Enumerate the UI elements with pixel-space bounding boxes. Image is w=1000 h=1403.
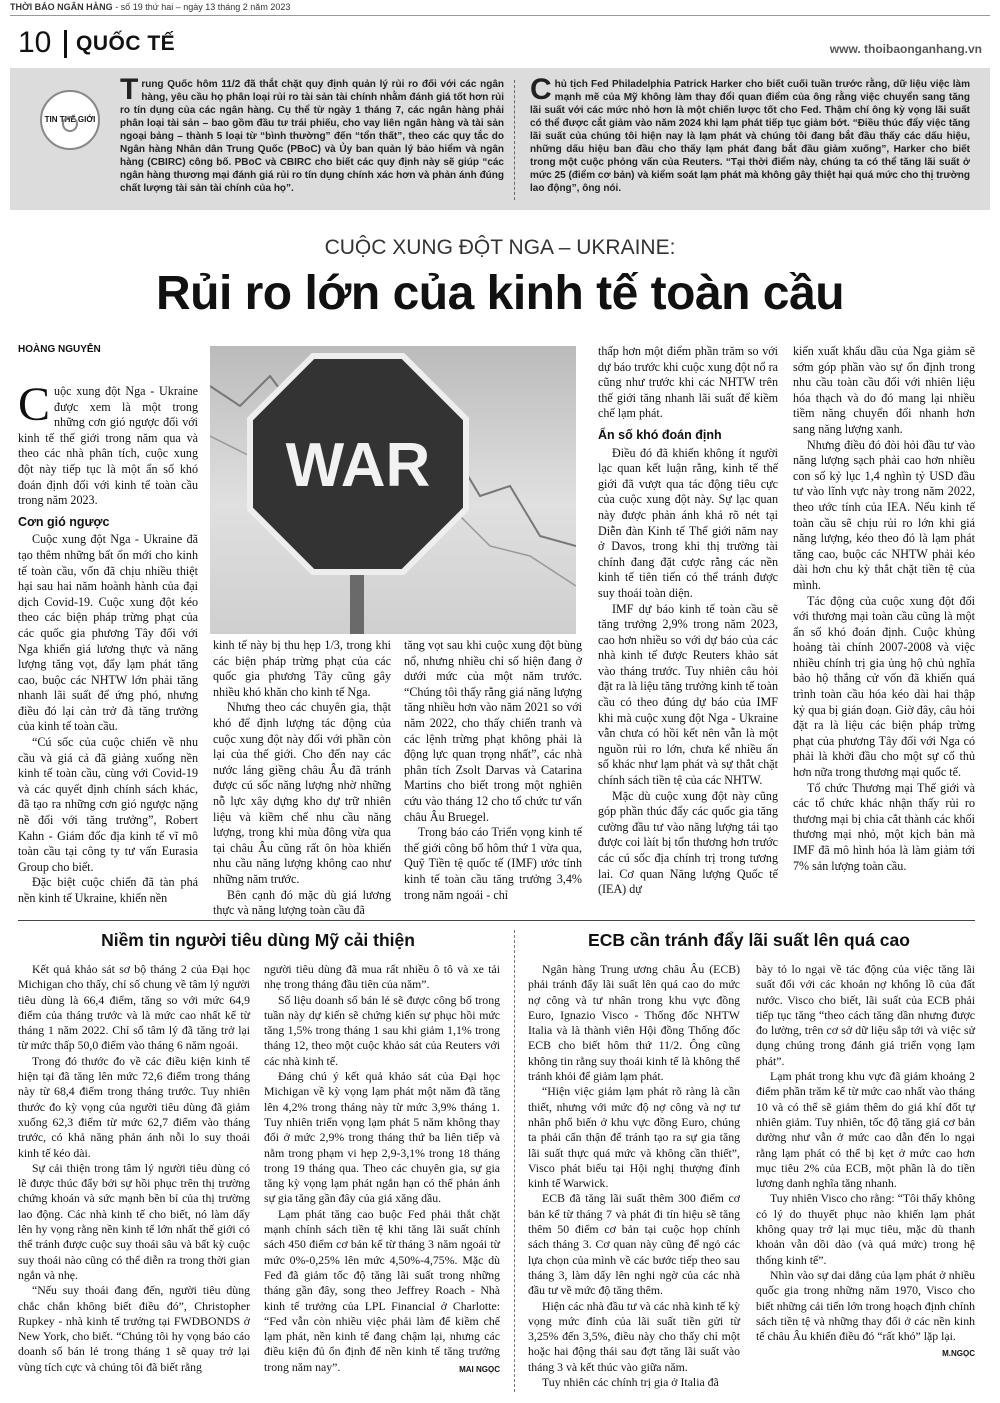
paragraph: Nhưng theo các chuyên gia, thật khó để định lượng tác động của cuộc xung đột này đối với phần còn lại của thế giới. Cho đến nay các nước láng giềng châu Âu đã tránh được cú sốc năng lượng nhờ những nỗ lực xây dựng kho dự trữ nhiên liệu và kiềm chế nhu cầu năng lượng, trong khi mùa đông vừa qua tại châu Âu cũng rất ôn hòa khiến nhu cầu năng lượng không cao như những năm trước. (213, 700, 391, 886)
main-story-column-5 (793, 344, 975, 874)
main-story-column-2 (213, 638, 391, 919)
us-story-headline: Niềm tin người tiêu dùng Mỹ cải thiện (101, 930, 415, 950)
ecb-story-author: M.NGỌC (942, 1349, 975, 1359)
paragraph: Sự cải thiện trong tâm lý người tiêu dùng có lẽ được thúc đẩy bởi sự hồi phục trên thị trường chứng khoán và sức mạnh bền bỉ của thị trường lao động. Các nhà kinh tế cho biết, nó làm dấy lên hy vọng rằng nền kinh tế lớn nhất thế giới có thể tránh được cuộc suy thoái sâu và bất kỳ cuộc suy thoái nào cũng có thể diễn ra trong thời gian ngắn và nhẹ. (18, 1160, 250, 1282)
news-item-fed-initial: C (530, 73, 552, 106)
paragraph: kiến xuất khẩu dầu của Nga giảm sẽ sớm góp phần vào sự ổn định trong nhu cầu toàn cầu đối với nhiên liệu hóa thạch và do đó mang lại nhiều tiềm năng chuyển đổi nhanh hơn sang năng lượng xanh. (793, 344, 975, 436)
us-story-closing-text: Lạm phát tăng cao buộc Fed phải thắt chặt mạnh chính sách tiền tệ khi tăng lãi suất chính sách 450 điểm cơ bản kể từ tháng 3 năm ngoái từ mức 0%-0,25% lên mức 4,50%-4,75%. Mặc dù Fed đã giảm tốc độ tăng lãi suất trong những tháng gần đây, song theo Jeffrey Roach - Nhà kinh tế trưởng của LPL Financial ở Charlotte: “Fed vẫn còn nhiều việc phải làm để kiềm chế lạm phát, nền kinh tế đang chậm lại, nhưng các điều kiện đủ ổn định để nền kinh tế tăng trưởng trong năm nay”. (264, 1206, 500, 1374)
news-divider (514, 80, 515, 200)
ecb-story-closing-text: Nhìn vào sự dai dẳng của lạm phát ở nhiều quốc gia trong những năm 1970, Visco cho biết những cải tiến lớn trong hoạch định chính sách tiền tệ và những thay đổi ở các nền kinh tế châu Âu khiến điều đó “rất khó” lặp lại. (756, 1267, 975, 1344)
paragraph: kinh tế này bị thu hẹp 1/3, trong khi các biện pháp trừng phạt của các quốc gia phương Tây cũng gây nhiều khó khăn cho kinh tế Nga. (213, 638, 391, 699)
war-sign-text: WAR (285, 431, 431, 500)
world-news-badge-label: TIN THẾ GIỚI (44, 115, 96, 124)
paragraph: Lạm phát trong khu vực đã giảm khoảng 2 điểm phần trăm kể từ mức cao nhất vào tháng 10 và có thể sẽ giảm thêm do giá khí đốt tự nhiên giảm. Tuy nhiên, tốc độ tăng giá cơ bản dường như vẫn ở mức cao dẫn đến lo ngại rằng lạm phát có thể bị kẹt ở mức cao hơn mục tiêu 2% của ECB, một phần là do tiền lương danh nghĩa tăng nhanh. (756, 1069, 975, 1191)
paragraph: Tuy nhiên Visco cho rằng: “Tôi thấy không có lý do thuyết phục nào khiến lạm phát không quay trở lại mục tiêu, mặc dù thanh khoản vẫn dồi dào (và quá mức) trong hệ thống kinh tế”. (756, 1191, 975, 1267)
ecb-story-headline: ECB cần tránh đẩy lãi suất lên quá cao (588, 930, 910, 950)
paragraph: Ngân hàng Trung ương châu Âu (ECB) phải tránh đẩy lãi suất lên quá cao do mức nợ công và tư nhân trong khu vực đồng Euro, Ignazio Visco - Thống đốc NHTW Italia và là thành viên Hội đồng Thống đốc ECB cho biết hôm thứ 11/2. Ông cũng không tin rằng suy thoái kinh tế là không thể tránh khỏi để giảm lạm phát. (528, 962, 740, 1084)
us-story-author: MAI NGỌC (459, 1364, 500, 1374)
paragraph: tăng vọt sau khi cuộc xung đột bùng nổ, nhưng nhiều chỉ số hiện đang ở dưới mức của một năm trước. “Chúng tôi thấy rằng giá năng lượng tăng nhiều hơn vào năm 2021 so với năm 2022, cho thấy chiến tranh và các lệnh trừng phạt không phải là động lực quan trọng nhất”, các nhà phân tích Zsolt Darvas và Catarina Martins cho biết trong một nghiên cứu vào tháng 12 cho tổ chức tư vấn châu Âu Bruegel. (404, 638, 582, 824)
news-item-fed-text: hủ tịch Fed Philadelphia Patrick Harker cho biết cuối tuần trước rằng, dữ liệu việc làm mạnh mẽ của Mỹ không làm thay đổi quan điểm của ông rằng việc chuyển sang tăng lãi suất với các mức nhỏ hơn là một chiến lược tốt cho Fed. Thậm chí ông kỳ vọng lãi suất có thể được cắt giảm vào năm 2024 khi lạm phát tiếp tục giảm bớt. “Điều thúc đẩy việc tăng lãi suất của chúng tôi hiện nay là lạm phát và chúng tôi đang bắt đầu thấy các dấu hiệu, những dấu hiệu ban đầu cho thấy lạm phát đang bắt đầu giảm xuống”, Harker cho biết trong một cuộc phỏng vấn của Reuters. “Tại thời điểm này, chúng ta có thể tăng lãi suất ở mức 25 (điểm cơ bản) và kiểm soát lạm phát mà không gây thiệt hại quá mức cho thị trường lao động”, ông nói. (530, 79, 970, 194)
main-story-column-1 (18, 378, 198, 907)
paragraph: Điều đó đã khiến không ít người lạc quan kết luận rằng, kinh tế thế giới đã vượt qua tác động tiêu cực của cuộc xung đột này. Sự lạc quan này được phản ánh khá rõ nét tại Diễn đàn Kinh tế Thế giới năm nay ở Davos, trong khi thị trường tài chính đang đặt cược rằng các nền kinh tế tiên tiến có thể tránh được suy thoái toàn diện. (598, 445, 778, 600)
story-column-divider (514, 930, 515, 1392)
paragraph: bày tỏ lo ngại về tác động của việc tăng lãi suất đối với các khoản nợ khổng lồ của đất nước. Visco cho biết, lãi suất của ECB phải tiếp tục tăng “theo cách tăng dần nhưng được đo lường, trên cơ sở dữ liệu sắp tới và việc sử dụng chúng trong đánh giá triển vọng lạm phát”. (756, 962, 975, 1068)
paragraph: “Hiện việc giảm lạm phát rõ ràng là cần thiết, nhưng với mức độ nợ công và nợ tư nhân phổ biến ở khu vực đồng Euro, chúng ta phải cẩn thận để tránh tạo ra sự gia tăng lãi suất thực quá mức và không cần thiết”, Visco phát biểu tại Hội nghị thượng đỉnh kinh tế Warwick. (528, 1084, 740, 1191)
paragraph: Tuy nhiên các chính trị gia ở Italia đã (542, 1375, 719, 1390)
story-byline: HOÀNG NGUYỄN (18, 344, 101, 355)
page-number: 10 (18, 26, 52, 59)
paragraph: Cuộc xung đột Nga - Ukraine đã tạo thêm những bất ổn mới cho kinh tế toàn cầu, vốn đã chịu nhiều thiệt hại sau hai năm hoành hành của đại dịch Covid-19. Cuộc xung đột kéo theo các biện pháp trừng phạt của các quốc gia phương Tây đối với Nga khiến giá lương thực và năng lượng tăng vọt, đẩy lạm phát tăng cao, buộc các NHTW lớn phải tăng nhanh lãi suất để ứng phó, nhưng điều đó lại cản trở đà tăng trưởng của kinh tế toàn cầu. (18, 532, 198, 734)
news-item-china-text: rung Quốc hôm 11/2 đã thắt chặt quy định quản lý rủi ro đối với các ngân hàng, yêu cầu họ phân loại rủi ro tài sản tài chính nhằm đánh giá tốt hơn rủi ro tín dụng của các ngân hàng. Cụ thể từ ngày 1 tháng 7, các ngân hàng phải phân loại tài sản – bao gồm đầu tư trái phiếu, cho vay liên ngân hàng và tài sản ngoại bảng – thành 5 loại từ “bình thường” đến “tổn thất”, theo các quy tắc do Ngân hàng Nhân dân Trung Quốc (PBoC) và Ủy ban quản lý bảo hiểm và ngân hàng (CBIRC) công bố. PBoC và CBIRC cho biết các quy định này sẽ giúp “các ngân hàng thương mại đánh giá rủi ro tín dụng chính xác hơn và phản ánh đúng chất lượng tài sản tài chính của họ”. (120, 79, 504, 194)
page-header (10, 22, 990, 66)
paragraph: thấp hơn một điểm phần trăm so với dự báo trước khi cuộc xung đột nổ ra cũng như trước khi các NHTW trên thế giới tăng nhanh lãi suất để kiềm chế lạm phát. (598, 344, 778, 421)
section-title: QUỐC TẾ (76, 32, 176, 55)
us-story-column-1 (18, 962, 250, 1375)
paragraph: Bên cạnh đó mặc dù giá lương thực và năng lượng toàn cầu đã (213, 887, 391, 918)
ecb-story-column-1 (528, 962, 740, 1390)
ecb-story-column-2 (756, 962, 975, 1362)
paragraph (756, 1267, 975, 1359)
subheading-headwind: Cơn gió ngược (18, 514, 110, 529)
war-sign-photo (210, 346, 576, 634)
paragraph: Hiện các nhà đầu tư và các nhà kinh tế kỳ vọng mức đỉnh của lãi suất tiền gửi từ 3,25% đến 3,5%, điều này cho thấy chỉ một hoặc hai động thái sau đợt tăng lãi suất vào tháng 3 và kết thúc vào giữa năm. (528, 1298, 740, 1374)
paragraph: Tác động của cuộc xung đột đối với thương mại toàn cầu cũng là một ẩn số khó đoán định. Cuộc khủng hoảng tài chính 2007-2008 và việc nhiều chính trị gia ủng hộ chủ nghĩa bảo hộ thắng cử vốn đã khiến quá trình toàn cầu hóa kéo dài hai thập kỷ qua bị gián đoạn. Giờ đây, câu hỏi đặt ra là liệu các biện pháp trừng phạt của phương Tây đối với Nga có phải là khởi đầu cho một sự cố thủ hơn nữa trong thương mại quốc tế. (793, 593, 975, 780)
war-sign-illustration (210, 346, 576, 634)
globe-icon (62, 116, 78, 132)
paragraph: Đặc biệt cuộc chiến đã tàn phá nền kinh tế Ukraine, khiến nền (18, 875, 198, 905)
paragraph: Trong báo cáo Triển vọng kinh tế thế giới công bố hôm thứ 1 vừa qua, Quỹ Tiền tệ quốc tế (IMF) ước tính kinh tế toàn cầu tăng trưởng 3,4% trong năm ngoái - chỉ (404, 825, 582, 902)
main-story-column-3 (404, 638, 582, 903)
paragraph: Tổ chức Thương mại Thế giới và các tổ chức khác nhận thấy rủi ro thương mại bị chia cắt thành các khối thương mại nhỏ, một kịch bản mà IMF đã mô hình hóa là làm giảm tới 7% sản lượng toàn cầu. (793, 780, 975, 873)
paper-name: THỜI BÁO NGÂN HÀNG (10, 2, 113, 12)
paragraph: Nhưng điều đó đòi hỏi đầu tư vào năng lượng sạch phải cao hơn nhiều con số kỷ lục 1,4 nghìn tỷ USD đầu tư vào lĩnh vực này trong năm 2022, theo ước tính của IEA. Nếu kinh tế toàn cầu sẽ chịu rủi ro lớn khi giá năng lượng, kéo theo đó là lạm phát tăng cao, buộc các NHTW phải kéo dài hơn chu kỳ thắt chặt tiền tệ của mình. (793, 437, 975, 592)
paragraph (264, 1207, 500, 1375)
world-news-box (10, 68, 990, 210)
paragraph: “Cú sốc của cuộc chiến về nhu cầu và giá cả đã giảng xuống nền kinh tế toàn cầu, cùng với Covid-19 và các quyết định chính sách khác, đã tạo ra những cơn gió ngược nặng nề đối với tăng trưởng”, Robert Kahn - Giám đốc địa kinh tế vĩ mô toàn cầu tại công ty tư vấn Eurasia Group cho biết. (18, 735, 198, 874)
lead-paragraph (18, 378, 198, 509)
paragraph: Trong đó thước đo về các điều kiện kinh tế hiện tại đã tăng lên mức 72,6 điểm trong tháng này từ 68,4 điểm trong tháng trước. Tuy nhiên thước đo kỳ vọng của người tiêu dùng đã giảm xuống 62,3 điểm từ mức 62,7 điểm vào tháng trước, có khả năng phản ánh nỗi lo suy thoái kinh tế kéo dài. (18, 1053, 250, 1160)
main-story-column-4 (598, 344, 778, 898)
subheading-unknown: Ẩn số khó đoán định (598, 427, 722, 442)
lead-initial: C (18, 378, 51, 431)
paragraph: Số liệu doanh số bán lẻ sẽ được công bố trong tuần này dự kiến sẽ chứng kiến sự phục hồi mức tăng 1,5% trong tháng 1 sau khi giảm 1,1% trong tháng 12, theo một cuộc khảo sát của Reuters với các nhà kinh tế. (264, 992, 500, 1068)
story-kicker: CUỘC XUNG ĐỘT NGA – UKRAINE: (324, 236, 676, 259)
story-headline: Rủi ro lớn của kinh tế toàn cầu (155, 267, 845, 320)
paragraph: IMF dự báo kinh tế toàn cầu sẽ tăng trưởng 2,9% trong năm 2023, cao hơn nhiều so với dự báo của các nhà kinh tế được Reuters khảo sát vào tháng trước. Tuy nhiên câu hỏi đặt ra là liệu tăng trưởng kinh tế toàn cầu có theo đúng dự báo của IMF khi mà cuộc xung đột Nga - Ukraine vẫn chưa có hồi kết nên vẫn là một nguồn rủi ro lớn, chưa kể nhiều ẩn số khác như lạm phát và sự thắt chặt chính sách tiền tệ của các NHTW. (598, 601, 778, 788)
paragraph: “Nếu suy thoái đang đến, người tiêu dùng chắc chắn không biết điều đó”, Christopher Rupkey - nhà kinh tế trưởng tại FWDBONDS ở New York, cho biết. “Chúng tôi hy vọng báo cáo doanh số bán lẻ trong tháng 1 sẽ quay trở lại vùng tích cực và chúng tôi đã biết rằng (18, 1283, 250, 1374)
lead-text: uộc xung đột Nga - Ukraine được xem là một trong những cơn gió ngược đối với kinh tế thế giới trong năm qua và theo các nhà phân tích, cuộc xung đột này tiếp tục là một ẩn số khó đoán định đối với kinh tế toàn cầu trong năm 2023. (18, 384, 198, 508)
paragraph: Đáng chú ý kết quả khảo sát của Đại học Michigan về kỳ vọng lạm phát một năm đã tăng lên 4,2% trong tháng này từ mức 3,9% tháng 1. Tuy nhiên triển vọng lạm phát 5 năm không thay đổi ở mức 2,9% trong tháng thứ ba liên tiếp và nằm trong phạm vi hẹp 2,9-3,1% trong 18 tháng trong 19 tháng qua. Theo các chuyên gia, sự gia tăng kỳ vọng lạm phát ngắn hạn có thể phản ánh sự gia tăng gần đây của giá xăng dầu. (264, 1069, 500, 1206)
paragraph: Mặc dù cuộc xung đột này cũng góp phần thúc đẩy các quốc gia tăng cường đầu tư vào năng lượng tái tạo được coi làít bị tổn thương hơn trước các cú sốc địa chính trị trong tương lai. Cơ quan Năng lượng Quốc tế (IEA) dự (598, 788, 778, 897)
news-item-china (120, 73, 504, 195)
story-divider (18, 920, 975, 921)
paragraph: người tiêu dùng đã mua rất nhiều ô tô và xe tải nhẹ trong tháng đầu tiên của năm”. (264, 962, 500, 992)
masthead-strip (10, 2, 990, 16)
news-item-fed (530, 73, 970, 195)
website-link[interactable]: www. thoibaonganhang.vn (829, 42, 982, 56)
paragraph: ECB đã tăng lãi suất thêm 300 điểm cơ bản kể từ tháng 7 và phát đi tín hiệu sẽ tăng thêm 50 điểm cơ bản tại cuộc họp chính sách tháng 3. Cơ quan này cũng để ngỏ các lựa chọn của mình về các bước tiếp theo sau tháng 3, làm dấy lên nghi ngờ của các nhà đầu tư về mức độ tăng thêm. (528, 1191, 740, 1298)
paragraph: Kết quả khảo sát sơ bộ tháng 2 của Đại học Michigan cho thấy, chỉ số chung về tâm lý người tiêu dùng là 66,4 điểm, tăng so với mức 64,9 điểm của tháng trước và là mức cao nhất kể từ tháng 1 năm 2022. Chỉ số tâm lý đã tăng trở lại từ mức thấp 50,0 điểm vào tháng 6 năm ngoái. (18, 962, 250, 1053)
us-story-column-2 (264, 962, 500, 1377)
header-divider (64, 30, 67, 58)
news-item-china-initial: T (120, 73, 139, 106)
issue-info: - số 19 thứ hai – ngày 13 tháng 2 năm 2023 (112, 2, 291, 12)
